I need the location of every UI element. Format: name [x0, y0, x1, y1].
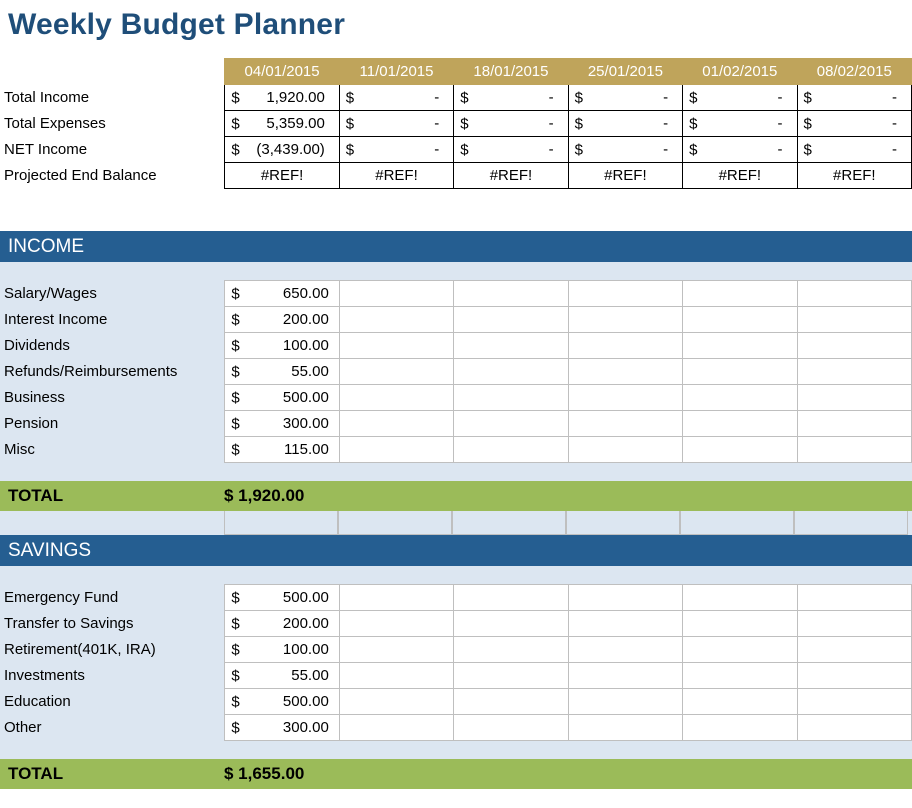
grid-segment [338, 511, 452, 535]
summary-cell-value: - [892, 89, 897, 106]
income-amount-cell[interactable] [568, 333, 682, 359]
page-title: Weekly Budget Planner [8, 8, 346, 41]
savings-amount-cell[interactable] [568, 689, 682, 715]
savings-amount-value: 55.00 [291, 667, 329, 684]
currency-symbol: $ [231, 115, 240, 132]
projected-balance-cell[interactable]: #REF! [568, 163, 682, 189]
summary-cell[interactable] [454, 111, 568, 137]
summary-cell[interactable] [683, 137, 797, 163]
currency-symbol: $ [231, 141, 240, 158]
grid-segment [794, 511, 908, 535]
currency-symbol: $ [231, 363, 240, 380]
income-amount-cell[interactable] [454, 307, 568, 333]
summary-cell-value: - [663, 141, 669, 158]
summary-row-label: Total Income [0, 85, 225, 111]
income-amount-cell[interactable] [225, 385, 339, 411]
currency-symbol: $ [231, 693, 240, 710]
income-amount-cell[interactable] [683, 359, 797, 385]
table-row [0, 307, 912, 333]
savings-amount-cell[interactable] [568, 663, 682, 689]
income-amount-cell[interactable] [339, 359, 453, 385]
currency-symbol: $ [574, 89, 584, 106]
currency-symbol: $ [345, 141, 355, 158]
income-amount-cell[interactable] [225, 333, 339, 359]
table-row [0, 411, 912, 437]
savings-amount-cell[interactable] [683, 585, 797, 611]
income-amount-value: 650.00 [282, 285, 329, 302]
summary-cell-value: - [434, 89, 440, 106]
summary-cell-value: - [777, 89, 783, 106]
income-amount-cell[interactable] [339, 333, 453, 359]
summary-row-label: NET Income [0, 137, 225, 163]
income-amount-value: 100.00 [282, 337, 329, 354]
currency-symbol: $ [345, 115, 355, 132]
income-amount-cell[interactable] [683, 385, 797, 411]
currency-symbol: $ [231, 719, 240, 736]
income-amount-value: 500.00 [282, 389, 329, 406]
table-row [0, 437, 912, 463]
savings-total-label: TOTAL [8, 764, 64, 783]
currency-symbol: $ [460, 115, 469, 132]
savings-amount-cell[interactable] [568, 715, 682, 741]
summary-cell[interactable] [225, 137, 339, 163]
income-amount-value: 300.00 [282, 415, 329, 432]
summary-cell[interactable] [568, 85, 682, 111]
table-row [0, 111, 912, 137]
table-row [0, 637, 912, 663]
summary-date-header[interactable]: 04/01/2015 [225, 59, 339, 85]
summary-cell[interactable] [568, 111, 682, 137]
income-amount-cell[interactable] [339, 307, 453, 333]
grid-segment [680, 511, 794, 535]
savings-amount-value: 500.00 [282, 589, 329, 606]
grid-segment [566, 511, 680, 535]
income-amount-cell[interactable] [339, 281, 453, 307]
income-amount-cell[interactable] [225, 281, 339, 307]
savings-table [0, 584, 912, 741]
projected-balance-label: Projected End Balance [0, 163, 225, 189]
savings-amount-cell[interactable] [339, 637, 453, 663]
summary-cell-value: - [434, 141, 440, 158]
summary-cell-value: 5,359.00 [266, 115, 325, 132]
summary-row-label: Total Expenses [0, 111, 225, 137]
savings-amount-value: 300.00 [282, 719, 329, 736]
savings-amount-cell[interactable] [225, 611, 339, 637]
savings-amount-cell[interactable] [797, 663, 911, 689]
savings-amount-cell[interactable] [454, 689, 568, 715]
currency-symbol: $ [231, 615, 240, 632]
income-amount-cell[interactable] [797, 307, 911, 333]
grid-segment [452, 511, 566, 535]
savings-amount-cell[interactable] [454, 585, 568, 611]
grid-segment [224, 511, 338, 535]
table-row [0, 585, 912, 611]
summary-cell-value: - [663, 89, 669, 106]
savings-total-value: $ 1,655.00 [224, 764, 305, 783]
summary-cell-value: - [892, 141, 897, 158]
projected-balance-cell[interactable]: #REF! [225, 163, 339, 189]
projected-balance-cell[interactable]: #REF! [339, 163, 453, 189]
table-row [0, 385, 912, 411]
income-amount-cell[interactable] [454, 333, 568, 359]
summary-cell-value: - [663, 115, 669, 132]
savings-total-row [0, 759, 912, 789]
income-amount-cell[interactable] [683, 307, 797, 333]
income-amount-value: 55.00 [291, 363, 329, 380]
table-row [0, 715, 912, 741]
currency-symbol: $ [803, 89, 812, 106]
savings-amount-cell[interactable] [683, 689, 797, 715]
savings-amount-cell[interactable] [568, 611, 682, 637]
summary-cell[interactable] [339, 111, 453, 137]
summary-corner-cell [0, 59, 225, 85]
currency-symbol: $ [231, 311, 240, 328]
savings-amount-cell[interactable] [339, 715, 453, 741]
income-amount-cell[interactable] [225, 411, 339, 437]
summary-cell[interactable] [225, 85, 339, 111]
savings-pre-total-gap [0, 741, 912, 759]
savings-amount-cell[interactable] [454, 637, 568, 663]
savings-item-label: Other [0, 715, 225, 741]
summary-cell[interactable] [454, 137, 568, 163]
currency-symbol: $ [345, 89, 355, 106]
income-amount-cell[interactable] [568, 359, 682, 385]
currency-symbol: $ [231, 641, 240, 658]
income-amount-cell[interactable] [797, 411, 911, 437]
savings-amount-cell[interactable] [339, 611, 453, 637]
income-amount-cell[interactable] [568, 307, 682, 333]
currency-symbol: $ [574, 141, 584, 158]
income-item-label: Salary/Wages [0, 281, 225, 307]
section-header-income: INCOME [0, 231, 912, 262]
income-pre-total-gap [0, 463, 912, 481]
income-gap-row [0, 262, 912, 280]
savings-amount-cell[interactable] [797, 689, 911, 715]
summary-date-header[interactable]: 08/02/2015 [797, 59, 911, 85]
summary-cell-value: - [548, 115, 554, 132]
income-amount-cell[interactable] [568, 385, 682, 411]
income-item-label: Refunds/Reimbursements [0, 359, 225, 385]
income-amount-cell[interactable] [568, 281, 682, 307]
savings-amount-cell[interactable] [797, 585, 911, 611]
savings-item-label: Retirement(401K, IRA) [0, 637, 225, 663]
projected-balance-cell[interactable]: #REF! [683, 163, 797, 189]
savings-amount-cell[interactable] [683, 611, 797, 637]
savings-amount-cell[interactable] [797, 637, 911, 663]
currency-symbol: $ [231, 589, 240, 606]
table-row [0, 333, 912, 359]
currency-symbol: $ [460, 141, 469, 158]
income-amount-cell[interactable] [339, 411, 453, 437]
summary-cell-value: - [548, 141, 554, 158]
savings-amount-cell[interactable] [225, 663, 339, 689]
income-amount-cell[interactable] [454, 359, 568, 385]
currency-symbol: $ [231, 415, 240, 432]
currency-symbol: $ [231, 89, 240, 106]
income-amount-value: 115.00 [284, 441, 329, 458]
income-amount-value: 200.00 [282, 311, 329, 328]
summary-header-row [0, 59, 912, 85]
table-row [0, 137, 912, 163]
income-amount-cell[interactable] [797, 385, 911, 411]
income-amount-cell[interactable] [225, 307, 339, 333]
summary-cell-value: - [548, 89, 554, 106]
table-row [0, 163, 912, 189]
summary-cell[interactable] [683, 85, 797, 111]
summary-cell-value: (3,439.00) [256, 141, 325, 158]
income-item-label: Pension [0, 411, 225, 437]
section-header-savings: SAVINGS [0, 535, 912, 566]
savings-amount-value: 200.00 [282, 615, 329, 632]
table-row [0, 359, 912, 385]
income-amount-cell[interactable] [225, 359, 339, 385]
savings-item-label: Investments [0, 663, 225, 689]
income-amount-cell[interactable] [454, 437, 568, 463]
projected-balance-cell[interactable]: #REF! [797, 163, 911, 189]
income-amount-cell[interactable] [454, 281, 568, 307]
income-total-label: TOTAL [8, 486, 64, 505]
income-amount-cell[interactable] [683, 333, 797, 359]
income-amount-cell[interactable] [339, 437, 453, 463]
savings-amount-cell[interactable] [568, 585, 682, 611]
summary-cell-value: - [777, 141, 783, 158]
summary-cell[interactable] [797, 85, 911, 111]
savings-amount-cell[interactable] [454, 715, 568, 741]
savings-amount-cell[interactable] [454, 663, 568, 689]
income-amount-cell[interactable] [797, 281, 911, 307]
income-amount-cell[interactable] [339, 385, 453, 411]
summary-cell[interactable] [568, 137, 682, 163]
summary-date-header[interactable]: 25/01/2015 [568, 59, 682, 85]
income-amount-cell[interactable] [225, 437, 339, 463]
currency-symbol: $ [231, 667, 240, 684]
summary-cell-value: - [892, 115, 897, 132]
income-amount-cell[interactable] [454, 385, 568, 411]
currency-symbol: $ [460, 89, 469, 106]
savings-item-label: Education [0, 689, 225, 715]
table-row [0, 85, 912, 111]
summary-cell[interactable] [339, 137, 453, 163]
currency-symbol: $ [574, 115, 584, 132]
table-row [0, 689, 912, 715]
savings-amount-cell[interactable] [339, 689, 453, 715]
savings-amount-value: 100.00 [282, 641, 329, 658]
income-amount-cell[interactable] [797, 437, 911, 463]
summary-cell[interactable] [225, 111, 339, 137]
savings-amount-cell[interactable] [683, 715, 797, 741]
summary-cell[interactable] [797, 111, 911, 137]
income-amount-cell[interactable] [568, 437, 682, 463]
table-row [0, 281, 912, 307]
income-amount-cell[interactable] [454, 411, 568, 437]
currency-symbol: $ [231, 441, 240, 458]
savings-amount-cell[interactable] [225, 637, 339, 663]
savings-amount-cell[interactable] [568, 637, 682, 663]
income-amount-cell[interactable] [797, 333, 911, 359]
income-total-row [0, 481, 912, 511]
income-item-label: Interest Income [0, 307, 225, 333]
currency-symbol: $ [689, 89, 698, 106]
income-amount-cell[interactable] [683, 437, 797, 463]
summary-date-header[interactable]: 11/01/2015 [339, 59, 453, 85]
income-item-label: Dividends [0, 333, 225, 359]
summary-cell[interactable] [683, 111, 797, 137]
savings-amount-cell[interactable] [454, 611, 568, 637]
income-amount-cell[interactable] [683, 281, 797, 307]
savings-amount-cell[interactable] [797, 611, 911, 637]
table-row [0, 663, 912, 689]
income-amount-cell[interactable] [568, 411, 682, 437]
savings-item-label: Emergency Fund [0, 585, 225, 611]
income-item-label: Misc [0, 437, 225, 463]
savings-amount-cell[interactable] [225, 715, 339, 741]
summary-cell-value: 1,920.00 [266, 89, 325, 106]
income-item-label: Business [0, 385, 225, 411]
savings-amount-cell[interactable] [225, 689, 339, 715]
currency-symbol: $ [803, 141, 812, 158]
currency-symbol: $ [689, 141, 698, 158]
income-amount-cell[interactable] [683, 411, 797, 437]
summary-cell[interactable] [797, 137, 911, 163]
savings-amount-cell[interactable] [683, 637, 797, 663]
income-post-total-row [0, 511, 912, 535]
savings-amount-cell[interactable] [225, 585, 339, 611]
summary-cell-value: - [777, 115, 783, 132]
savings-amount-value: 500.00 [282, 693, 329, 710]
currency-symbol: $ [231, 285, 240, 302]
savings-amount-cell[interactable] [339, 585, 453, 611]
currency-symbol: $ [689, 115, 698, 132]
summary-cell[interactable] [339, 85, 453, 111]
summary-table [0, 58, 912, 189]
summary-date-header[interactable]: 18/01/2015 [454, 59, 568, 85]
currency-symbol: $ [803, 115, 812, 132]
savings-amount-cell[interactable] [683, 663, 797, 689]
currency-symbol: $ [231, 389, 240, 406]
savings-item-label: Transfer to Savings [0, 611, 225, 637]
projected-balance-cell[interactable]: #REF! [454, 163, 568, 189]
spacer-after-summary [0, 189, 912, 231]
savings-amount-cell[interactable] [797, 715, 911, 741]
savings-amount-cell[interactable] [339, 663, 453, 689]
table-row [0, 611, 912, 637]
summary-date-header[interactable]: 01/02/2015 [683, 59, 797, 85]
income-amount-cell[interactable] [797, 359, 911, 385]
summary-cell-value: - [434, 115, 440, 132]
summary-cell[interactable] [454, 85, 568, 111]
savings-gap-row [0, 566, 912, 584]
income-total-value: $ 1,920.00 [224, 486, 305, 505]
income-table [0, 280, 912, 463]
currency-symbol: $ [231, 337, 240, 354]
